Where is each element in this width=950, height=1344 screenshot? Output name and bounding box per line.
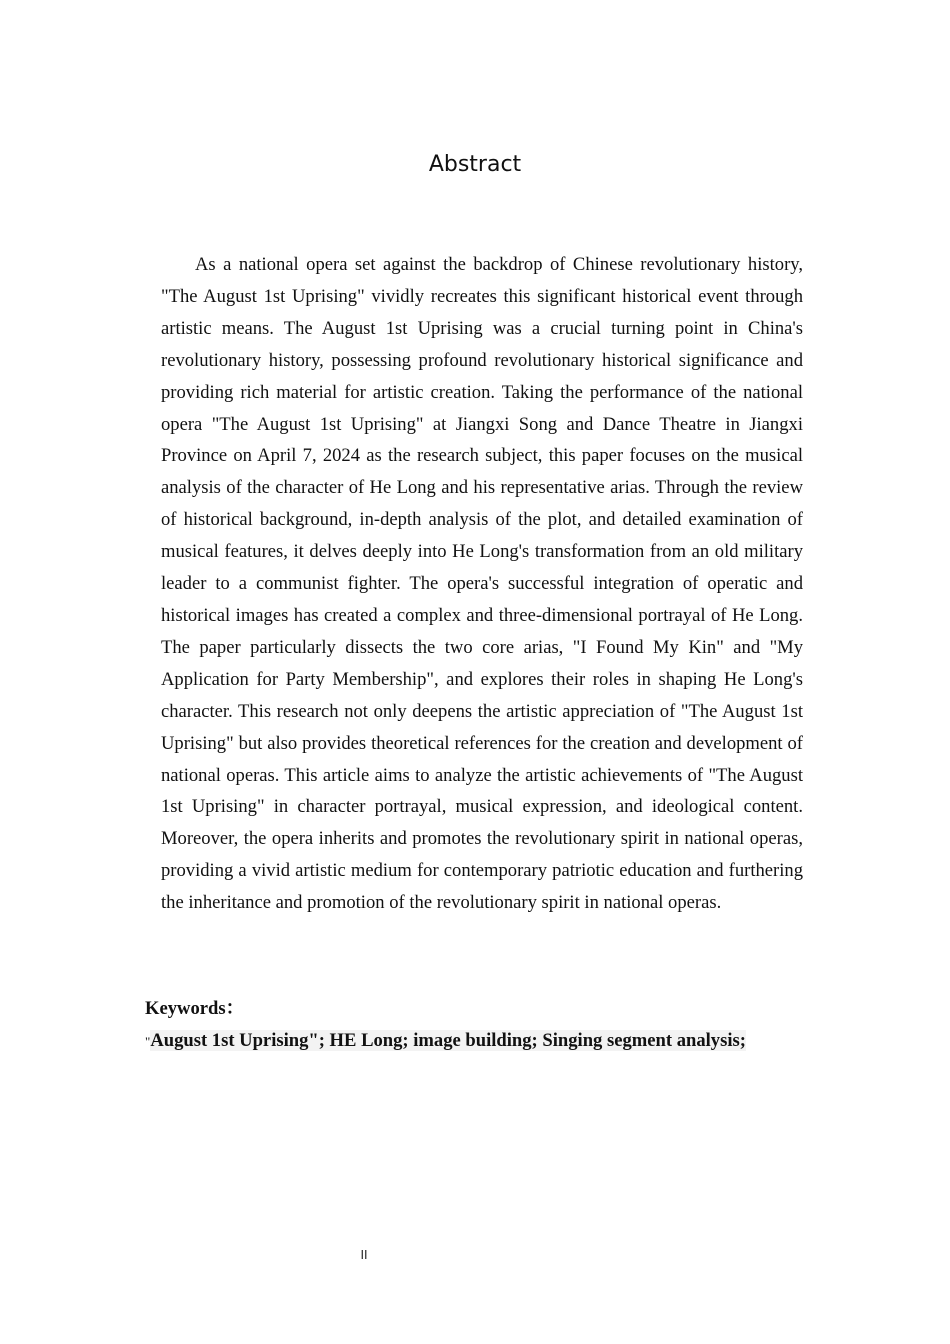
page-number: II: [360, 1248, 368, 1262]
keywords-heading: Keywords：: [145, 998, 245, 1019]
keywords-text: August 1st Uprising"; HE Long; image building; Singing segment analysis;: [150, 1030, 746, 1051]
keywords-line: [145, 1027, 746, 1055]
abstract-body: As a national opera set against the backdrop of Chinese revolutionary history, "The August 1st Uprising" vividly recreates this significant historical event through artistic means. The August 1st Uprising was a crucial turning point in China's revolutionary history, possessing profound revolutionary historical significance and providing rich material for artistic creation. Taking the performance of the national opera "The August 1st Uprising" at Jiangxi Song and Dance Theatre in Jiangxi Province on April 7, 2024 as the research subject, this paper focuses on the musical analysis of the character of He Long and his representative arias. Through the review of historical background, in-depth analysis of the plot, and detailed examination of musical features, it delves deeply into He Long's transformation from an old military leader to a communist fighter. The opera's successful integration of operatic and historical images has created a complex and three-dimensional portrayal of He Long. The paper particularly dissects the two core arias, "I Found My Kin" and "My Application for Party Membership", and explores their roles in shaping He Long's character. This research not only deepens the artistic appreciation of "The August 1st Uprising" but also provides theoretical references for the creation and development of national operas. This article aims to analyze the artistic achievements of "The August 1st Uprising" in character portrayal, musical expression, and ideological content. Moreover, the opera inherits and promotes the revolutionary spirit in national operas, providing a vivid artistic medium for contemporary patriotic education and furthering the inheritance and promotion of the revolutionary spirit in national operas.: [161, 254, 803, 914]
page-title: Abstract: [428, 152, 522, 177]
keywords-open-quote: ": [145, 1034, 151, 1049]
